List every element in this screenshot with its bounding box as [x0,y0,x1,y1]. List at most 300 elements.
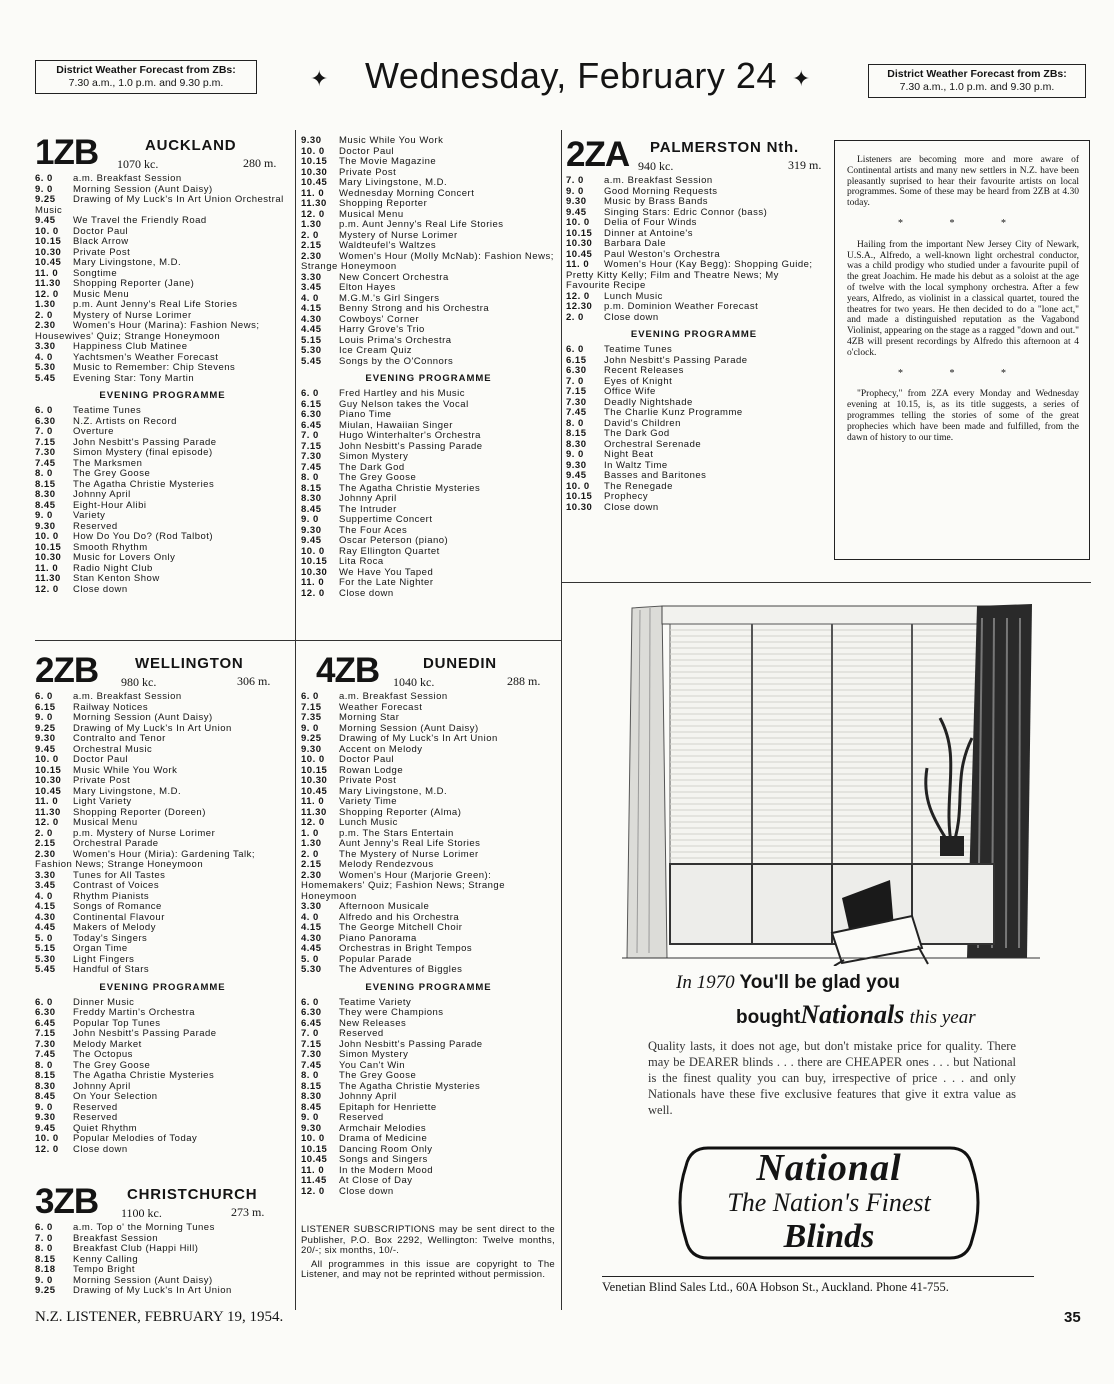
programme-time: 7.15 [301,1039,322,1050]
programme-time: 6.15 [566,355,587,366]
programme-title: Quiet Rhythm [73,1123,138,1134]
programme-title: Morning Session (Aunt Daisy) [73,184,213,195]
programme-time: 9.25 [35,1286,56,1296]
programme-time: 8. 0 [35,469,53,479]
programme-list [35,692,290,976]
programme-time: 7.45 [301,462,322,473]
programme-row [566,387,822,398]
programme-row [35,1244,290,1255]
programme-row [301,703,556,714]
station-call-sign: 2ZA [566,135,630,174]
programme-row [301,178,556,189]
programme-time: 7.45 [566,408,587,418]
programme-title: They were Champions [339,1008,444,1018]
programme-list [566,176,822,323]
station-wavelength: 280 m. [243,156,277,170]
programme-title: Songs and Singers [339,1155,428,1165]
programme-row [301,568,556,579]
programme-title: Women's Hour (Molly McNab): Fashion News; Strange Honeymoon [301,251,554,272]
programme-title: The Grey Goose [73,469,151,479]
programme-title: Today's Singers [73,933,148,944]
programme-time: 12. 0 [566,291,590,302]
programme-time: 10.15 [301,557,328,567]
programme-title: John Nesbitt's Passing Parade [73,437,217,448]
programme-time: 9.30 [566,197,587,207]
programme-row [35,734,290,745]
programme-time: 11.30 [301,807,327,818]
programme-time: 10.45 [35,258,62,268]
programme-row [35,279,290,290]
programme-time: 9.45 [566,471,587,481]
programme-row [566,450,822,461]
programme-time: 4. 0 [35,352,53,363]
programme-time: 5.45 [301,356,322,367]
programme-title: Shopping Reporter [339,199,428,209]
programme-time: 9.25 [301,734,322,744]
programme-title: Contralto and Tenor [73,734,166,744]
station-city: PALMERSTON Nth. [650,139,799,156]
programme-title: Black Arrow [73,237,129,247]
programme-row [301,463,556,474]
programme-time: 9. 0 [35,184,53,195]
programme-time: 8.30 [566,439,587,450]
ad-headline-line1 [676,972,900,994]
programme-row [35,427,290,438]
programme-row [566,366,822,377]
programme-row [301,839,556,850]
programme-title: Stan Kenton Show [73,574,160,584]
programme-row [301,902,556,913]
programme-time: 7.30 [35,448,56,458]
programme-time: 10. 0 [301,146,325,157]
programme-row [35,797,290,808]
programme-row [35,195,290,216]
programme-row [35,902,290,913]
programme-time: 7. 0 [35,427,53,437]
programme-title: Paul Weston's Orchestra [604,249,721,260]
programme-time: 8.15 [35,1071,56,1081]
station-call-sign: 4ZB [316,651,380,690]
programme-title: Breakfast Session [73,1233,159,1244]
programme-title: Drama of Medicine [339,1134,428,1144]
programme-row [35,944,290,955]
programme-time: 9.45 [35,216,56,226]
programme-row [301,325,556,336]
programme-time: 6. 0 [566,345,584,355]
programme-title: Mary Livingstone, M.D. [73,786,182,797]
programme-row [566,429,822,440]
programme-time: 5.30 [301,965,322,975]
programme-time: 9.30 [35,734,56,744]
subscriptions-text: LISTENER SUBSCRIPTIONS may be sent direct to the Publisher, P.O. Box 2292, Wellington: Twelve months, 20/-; six months, 10/-. [301,1224,555,1256]
programme-title: Good Morning Requests [604,186,718,197]
programme-row [35,724,290,735]
evening-programme-list [301,389,556,599]
programme-row [566,176,822,187]
programme-time: 8.45 [35,1092,56,1102]
programme-title: Teatime Tunes [604,345,673,355]
programme-time: 10.30 [35,776,62,786]
ad-headline-rest: You'll be glad you [739,972,900,993]
programme-title: Dinner Music [73,997,135,1008]
programme-time: 6.30 [566,366,587,376]
programme-row [35,892,290,903]
programme-title: Orchestras in Bright Tempos [339,944,473,954]
programme-title: Variety Time [339,797,398,807]
programme-time: 5. 0 [35,933,53,944]
programme-title: Freddy Martin's Orchestra [73,1008,196,1018]
programme-title: M.G.M.'s Girl Singers [339,293,440,304]
programme-time: 8.15 [35,479,56,490]
programme-time: 10. 0 [301,1134,325,1144]
programme-row [301,934,556,945]
programme-title: Elton Hayes [339,283,396,293]
programme-time: 5.15 [301,335,322,346]
programme-title: Popular Parade [339,954,413,965]
programme-row [301,913,556,924]
programme-row [35,227,290,238]
programme-title: The Marksmen [73,458,143,469]
programme-title: The Agatha Christie Mysteries [339,483,481,494]
programme-title: Teatime Tunes [73,406,142,416]
programme-title: Dancing Room Only [339,1144,433,1155]
programme-time: 9.30 [301,1123,322,1134]
programme-title: The Grey Goose [339,473,417,483]
programme-title: We Have You Taped [339,567,434,578]
ad-headline-prefix: In 1970 [676,972,735,993]
programme-title: Private Post [73,247,131,258]
programme-row [301,400,556,411]
programme-title: The Mystery of Nurse Lorimer [339,849,479,860]
programme-time: 9. 0 [301,723,319,734]
programme-time: 9.45 [301,536,322,546]
programme-row [35,290,290,301]
programme-row [35,321,290,342]
programme-row [35,713,290,724]
station-frequency: 980 kc. [121,675,157,689]
programme-row [301,294,556,305]
programme-title: The Dark God [339,462,405,473]
programme-title: Alfredo and his Orchestra [339,912,460,923]
programme-title: Epitaph for Henriette [339,1102,437,1113]
programme-time: 2. 0 [566,312,584,323]
programme-title: p.m. Aunt Jenny's Real Life Stories [339,220,504,230]
programme-time: 6.30 [35,1008,56,1018]
programme-row [35,1008,290,1019]
programme-row [566,250,822,261]
programme-title: Orchestral Parade [73,839,159,849]
programme-title: Close down [339,1186,394,1197]
programme-title: Recent Releases [604,366,684,376]
programme-time: 10.15 [566,492,593,502]
programme-title: Barbara Dale [604,239,666,249]
programme-row [301,860,556,871]
programme-title: Women's Hour (Marina): Fashion News; Housewives' Quiz; Strange Honeymoon [35,321,260,342]
station-wavelength: 273 m. [231,1205,265,1219]
programme-row [301,829,556,840]
programme-time: 9.30 [301,744,322,755]
programme-title: For the Late Nighter [339,578,434,588]
programme-row [566,471,822,482]
programme-time: 8.45 [301,504,322,515]
programme-title: Simon Mystery (final episode) [73,448,213,458]
programme-title: The Agatha Christie Mysteries [73,1071,215,1081]
programme-title: Mary Livingstone, M.D. [339,178,448,188]
programme-time: 9.45 [35,1123,56,1134]
programme-title: In the Modern Mood [339,1165,434,1176]
programme-title: Simon Mystery [339,1050,409,1060]
station-frequency: 1100 kc. [121,1206,162,1220]
programme-title: Close down [73,584,128,595]
programme-title: Music to Remember: Chip Stevens [73,363,236,373]
station-frequency: 1040 kc. [393,675,435,689]
programme-time: 9. 0 [566,450,584,460]
programme-title: Simon Mystery [339,452,409,462]
programme-time: 2.30 [35,849,56,860]
programme-title: New Releases [339,1018,407,1029]
programme-row [35,745,290,756]
programme-time: 2.15 [301,241,322,251]
programme-row [35,871,290,882]
programme-time: 5.45 [35,373,56,384]
programme-row [301,578,556,589]
programme-row [35,501,290,512]
programme-row [566,292,822,303]
programme-time: 6. 0 [35,692,53,702]
programme-time: 6.30 [301,1008,322,1018]
programme-time: 8.15 [566,429,587,439]
programme-row [301,252,556,273]
programme-row [301,1166,556,1177]
programme-title: Overture [73,427,114,437]
programme-time: 11. 0 [566,260,590,270]
programme-row [301,557,556,568]
programme-row [301,1082,556,1093]
programme-time: 12.30 [566,302,593,312]
programme-title: The Grey Goose [339,1071,417,1081]
programme-row [35,913,290,924]
programme-row [35,300,290,311]
programme-title: Accent on Melody [339,744,423,755]
programme-title: Singing Stars: Edric Connor (bass) [604,207,768,218]
programme-title: Weather Forecast [339,702,423,713]
programme-row [35,438,290,449]
programme-time: 12. 0 [35,818,59,828]
programme-time: 6. 0 [301,692,319,702]
logo-line-tagline: The Nation's Finest [727,1188,931,1217]
programme-time: 7.30 [301,452,322,462]
programme-row [301,1124,556,1135]
programme-title: The Agatha Christie Mysteries [339,1081,481,1092]
programme-row [301,1029,556,1040]
programme-title: Doctor Paul [339,146,395,157]
programme-title: Lita Roca [339,557,384,567]
programme-row [301,452,556,463]
ornament-right: ✦ [792,66,811,91]
programme-time: 10. 0 [301,546,325,557]
programme-time: 10.15 [35,237,62,247]
programme-row [301,589,556,600]
programme-row [35,787,290,798]
programme-title: How Do You Do? (Rod Talbot) [73,532,214,542]
programme-time: 8.30 [35,1081,56,1092]
programme-title: On Your Selection [73,1092,158,1102]
ornament-left: ✦ [310,66,329,91]
programme-title: Shopping Reporter (Alma) [339,807,462,818]
programme-title: Songs of Romance [73,902,162,912]
programme-time: 2.15 [301,860,322,870]
programme-row [566,218,822,229]
programme-time: 7. 0 [301,1029,319,1039]
programme-time: 5.45 [35,965,56,975]
programme-time: 2.30 [35,321,56,331]
programme-time: 11.45 [301,1176,327,1186]
programme-title: New Concert Orchestra [339,272,449,283]
programme-time: 10.30 [301,167,328,178]
programme-title: Music Menu [73,289,130,300]
programme-title: p.m. The Stars Entertain [339,828,454,839]
programme-row [301,1071,556,1082]
programme-row [35,808,290,819]
programme-row [35,1223,290,1234]
weather-forecast-box-right [868,64,1086,98]
programme-row [301,231,556,242]
programme-title: Ice Cream Quiz [339,346,412,356]
programme-row [301,713,556,724]
programme-title: Railway Notices [73,702,149,713]
programme-time: 10.30 [301,567,328,578]
programme-time: 7. 0 [566,176,584,186]
station-city: DUNEDIN [423,655,497,672]
programme-title: Continental Flavour [73,912,165,923]
programme-title: The Four Aces [339,525,408,536]
programme-time: 11. 0 [35,268,59,279]
programme-row [35,417,290,428]
evening-programme-list [35,998,290,1156]
programme-time: 2. 0 [301,849,319,860]
programme-time: 7. 0 [301,431,319,441]
programme-title: Musical Menu [73,818,138,828]
programme-title: Johnny April [339,1092,397,1102]
programme-time: 9. 0 [35,1102,53,1113]
programme-time: 10.15 [35,542,62,553]
programme-title: Mystery of Nurse Lorimer [339,230,458,241]
programme-row [566,356,822,367]
programme-time: 4.45 [301,325,322,335]
programme-title: Office Wife [604,387,656,397]
programme-time: 7. 0 [566,376,584,387]
column-divider-2 [561,130,562,1310]
programme-time: 8. 0 [35,1060,53,1071]
programme-time: 9.45 [566,207,587,218]
programme-row [35,1134,290,1145]
programme-time: 6.45 [301,1018,322,1029]
programme-title: Orchestral Serenade [604,439,702,450]
programme-time: 5. 0 [301,954,319,965]
programme-row [301,484,556,495]
note-separator: * * * [898,367,1028,379]
programme-row [301,808,556,819]
programme-row [35,998,290,1009]
programme-row [35,480,290,491]
programme-list [35,1223,290,1297]
programme-row [301,210,556,221]
programme-row [566,503,822,514]
programme-title: Morning Session (Aunt Daisy) [73,1275,213,1286]
programme-row [35,1082,290,1093]
programme-title: The Grey Goose [73,1060,151,1071]
programme-title: Fred Hartley and his Music [339,389,465,399]
programme-title: John Nesbitt's Passing Parade [73,1029,217,1039]
programme-title: The George Mitchell Choir [339,923,463,933]
programme-time: 10.30 [301,776,328,786]
station-call-sign: 2ZB [35,651,99,690]
programme-time: 8.18 [35,1265,56,1275]
programme-title: Music While You Work [339,136,444,146]
programme-row [301,473,556,484]
programme-title: Reserved [73,521,118,532]
programme-row [301,410,556,421]
programme-title: Private Post [73,776,131,786]
programme-row [35,553,290,564]
programme-time: 2.15 [35,839,56,849]
programme-title: Mary Livingstone, M.D. [73,258,182,268]
programme-title: Tempo Bright [73,1265,135,1275]
programme-time: 10.45 [301,1155,328,1165]
station-1zb-continued [301,136,556,599]
programme-row [35,448,290,459]
programme-title: Afternoon Musicale [339,902,430,912]
programme-title: John Nesbitt's Passing Parade [604,355,748,366]
programme-row [301,955,556,966]
programme-row [35,1103,290,1114]
programme-row [301,494,556,505]
programme-time: 9. 0 [35,1275,53,1286]
programme-title: Cowboys' Corner [339,314,420,325]
programme-title: Piano Time [339,410,392,420]
blind-room-image [622,598,1040,966]
programme-time: 10.15 [301,765,328,776]
evening-programme-heading: EVENING PROGRAMME [630,329,758,340]
ad-headline-line2 [736,1000,976,1030]
programme-row [35,755,290,766]
programme-title: p.m. Mystery of Nurse Lorimer [73,828,216,839]
programme-row [35,258,290,269]
programme-title: Drawing of My Luck's In Art Union [73,1286,232,1296]
programme-title: Armchair Melodies [339,1123,427,1134]
programme-title: Benny Strong and his Orchestra [339,304,490,314]
programme-time: 10.15 [35,765,62,776]
programme-time: 1.30 [301,220,322,230]
programme-title: Private Post [339,776,397,786]
programme-row [301,304,556,315]
programme-time: 4.30 [301,314,322,325]
column-divider-1 [295,130,296,1310]
evening-programme-list [301,998,556,1198]
programme-title: Smooth Rhythm [73,542,148,553]
programme-row [301,1103,556,1114]
programme-time: 8.15 [301,1081,322,1092]
programme-title: Basses and Baritones [604,471,707,481]
programme-time: 7.45 [35,458,56,469]
programme-row [35,881,290,892]
programme-time: 7.15 [35,437,56,448]
programme-row [35,965,290,976]
programme-row [35,585,290,596]
forecast-right-line1: District Weather Forecast from ZBs: [887,68,1067,80]
programme-time: 12. 0 [301,209,325,220]
programme-row [301,136,556,147]
